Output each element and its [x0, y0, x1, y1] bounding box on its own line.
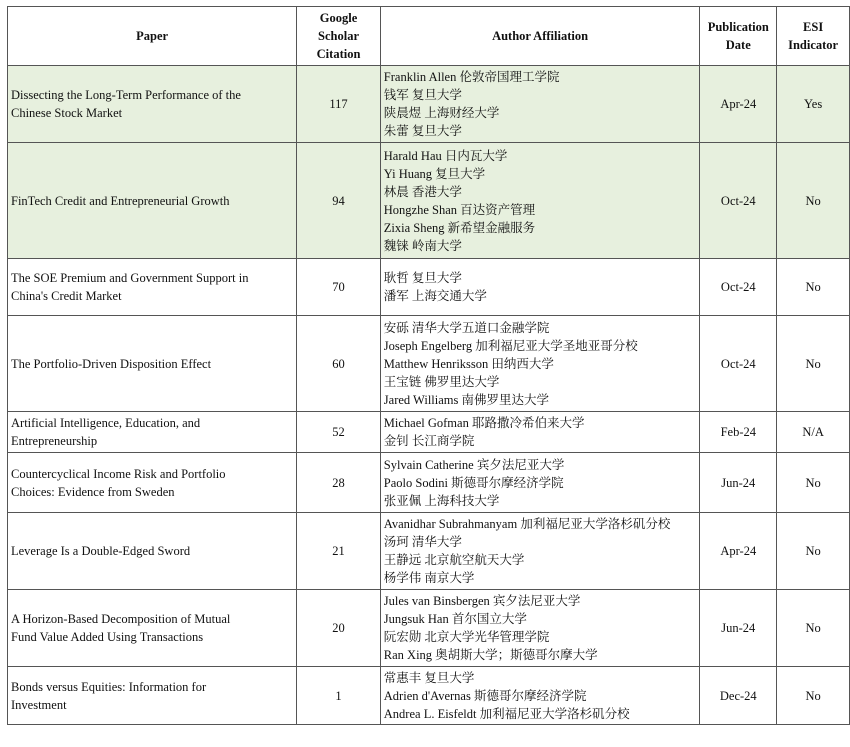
table-body — [8, 66, 850, 725]
table-row — [8, 316, 850, 412]
paper-title-line: Chinese Stock Market — [11, 106, 123, 120]
header-esi-line: Indicator — [788, 38, 839, 52]
author-affiliation-cell — [380, 143, 700, 259]
author-line: 潘军 上海交通大学 — [383, 289, 487, 303]
author-affiliation-cell — [380, 453, 700, 513]
publication-date-cell: Dec-24 — [700, 667, 777, 725]
paper-title-line: The SOE Premium and Government Support in — [11, 271, 249, 285]
header-row — [8, 7, 850, 66]
table-row — [8, 259, 850, 316]
citation-cell: 60 — [297, 316, 380, 412]
publication-date-cell: Oct-24 — [700, 259, 777, 316]
paper-title-line: Fund Value Added Using Transactions — [11, 630, 204, 644]
esi-indicator-cell: Yes — [777, 66, 850, 143]
esi-indicator-cell: No — [777, 590, 850, 667]
esi-indicator-cell: No — [777, 143, 850, 259]
publication-date-cell: Jun-24 — [700, 590, 777, 667]
paper-title-line: Dissecting the Long-Term Performance of the — [11, 88, 241, 102]
header-citation-line: Google — [319, 11, 358, 25]
header-esi — [777, 7, 850, 66]
header-date — [700, 7, 777, 66]
esi-indicator-cell: No — [777, 667, 850, 725]
citation-cell: 1 — [297, 667, 380, 725]
paper-title-cell — [8, 412, 297, 453]
papers-table-container — [7, 6, 850, 725]
author-line: Jared Williams 南佛罗里达大学 — [383, 392, 550, 407]
publication-date-cell: Apr-24 — [700, 513, 777, 590]
header-date-line: Date — [725, 38, 751, 52]
esi-indicator-cell: N/A — [777, 412, 850, 453]
paper-title-cell — [8, 667, 297, 725]
author-line: Michael Gofman 耶路撒冷希伯来大学 — [383, 416, 585, 430]
author-line: 钱军 复旦大学 — [383, 88, 462, 102]
author-line: 魏铼 岭南大学 — [383, 238, 462, 253]
author-affiliation-cell — [380, 590, 700, 667]
papers-table — [7, 6, 850, 725]
paper-title-line: Bonds versus Equities: Information for — [11, 679, 207, 694]
author-line: 阮宏勋 北京大学光华管理学院 — [383, 630, 550, 644]
citation-cell: 28 — [297, 453, 380, 513]
author-line: Sylvain Catherine 宾夕法尼亚大学 — [383, 457, 565, 472]
paper-title-line: Leverage Is a Double-Edged Sword — [11, 544, 191, 558]
author-line: 林晨 香港大学 — [383, 184, 462, 199]
publication-date-cell: Apr-24 — [700, 66, 777, 143]
paper-title-line: Investment — [11, 697, 67, 712]
author-affiliation-cell — [380, 259, 700, 316]
table-row — [8, 590, 850, 667]
paper-title-line: A Horizon-Based Decomposition of Mutual — [11, 612, 231, 626]
author-line: Avanidhar Subrahmanyam 加利福尼亚大学洛杉矶分校 — [383, 517, 671, 531]
author-line: 王宝链 佛罗里达大学 — [383, 374, 500, 389]
esi-indicator-cell: No — [777, 259, 850, 316]
table-row — [8, 453, 850, 513]
table-row — [8, 66, 850, 143]
author-line: 陕晨煜 上海财经大学 — [383, 106, 500, 120]
author-line: Franklin Allen 伦敦帝国理工学院 — [383, 70, 560, 84]
paper-title-cell — [8, 590, 297, 667]
author-line: 汤珂 清华大学 — [383, 535, 462, 549]
citation-cell: 20 — [297, 590, 380, 667]
table-row — [8, 412, 850, 453]
author-affiliation-cell — [380, 667, 700, 725]
author-line: 杨学伟 南京大学 — [383, 571, 475, 585]
esi-indicator-cell: No — [777, 453, 850, 513]
table-row — [8, 667, 850, 725]
citation-cell: 117 — [297, 66, 380, 143]
author-line: 朱蕾 复旦大学 — [383, 124, 462, 138]
table-row — [8, 513, 850, 590]
author-line: 常惠丰 复旦大学 — [383, 670, 475, 685]
author-line: Ran Xing 奥胡斯大学；斯德哥尔摩大学 — [383, 648, 598, 662]
publication-date-cell: Jun-24 — [700, 453, 777, 513]
author-line: 王静远 北京航空航天大学 — [383, 553, 525, 567]
header-paper: Paper — [8, 7, 297, 66]
publication-date-cell: Feb-24 — [700, 412, 777, 453]
paper-title-line: China's Credit Market — [11, 289, 122, 303]
author-affiliation-cell — [380, 513, 700, 590]
author-line: 金钊 长江商学院 — [383, 434, 475, 448]
author-line: 张亚佩 上海科技大学 — [383, 493, 500, 508]
paper-title-line: Countercyclical Income Risk and Portfolio — [11, 466, 226, 481]
citation-cell: 52 — [297, 412, 380, 453]
paper-title-line: Entrepreneurship — [11, 434, 98, 448]
author-line: Jules van Binsbergen 宾夕法尼亚大学 — [383, 594, 581, 608]
header-citation — [297, 7, 380, 66]
paper-title-cell — [8, 316, 297, 412]
paper-title-line: FinTech Credit and Entrepreneurial Growth — [11, 193, 230, 208]
author-line: 安砾 清华大学五道口金融学院 — [383, 320, 550, 335]
author-line: Joseph Engelberg 加利福尼亚大学圣地亚哥分校 — [383, 338, 638, 353]
paper-title-line: The Portfolio-Driven Disposition Effect — [11, 356, 212, 371]
author-affiliation-cell — [380, 412, 700, 453]
citation-cell: 94 — [297, 143, 380, 259]
paper-title-line: Artificial Intelligence, Education, and — [11, 416, 201, 430]
header-affiliation: Author Affiliation — [380, 7, 700, 66]
table-row — [8, 143, 850, 259]
paper-title-cell — [8, 513, 297, 590]
author-line: Hongzhe Shan 百达资产管理 — [383, 202, 536, 217]
citation-cell: 21 — [297, 513, 380, 590]
author-line: Zixia Sheng 新希望金融服务 — [383, 220, 536, 235]
author-line: Paolo Sodini 斯德哥尔摩经济学院 — [383, 475, 564, 490]
header-esi-line: ESI — [803, 20, 824, 34]
author-line: Andrea L. Eisfeldt 加利福尼亚大学洛杉矶分校 — [383, 706, 630, 721]
paper-title-cell — [8, 66, 297, 143]
publication-date-cell: Oct-24 — [700, 316, 777, 412]
paper-title-cell — [8, 143, 297, 259]
esi-indicator-cell: No — [777, 316, 850, 412]
paper-title-line: Choices: Evidence from Sweden — [11, 484, 175, 499]
paper-title-cell — [8, 259, 297, 316]
publication-date-cell: Oct-24 — [700, 143, 777, 259]
author-line: Adrien d'Avernas 斯德哥尔摩经济学院 — [383, 688, 587, 703]
citation-cell: 70 — [297, 259, 380, 316]
header-citation-line: Citation — [316, 47, 361, 61]
paper-title-cell — [8, 453, 297, 513]
author-line: Jungsuk Han 首尔国立大学 — [383, 612, 527, 626]
author-line: Yi Huang 复旦大学 — [383, 166, 486, 181]
author-line: Matthew Henriksson 田纳西大学 — [383, 356, 554, 371]
author-line: Harald Hau 日内瓦大学 — [383, 148, 508, 163]
author-line: 耿哲 复旦大学 — [383, 271, 462, 285]
author-affiliation-cell — [380, 66, 700, 143]
header-date-line: Publication — [707, 20, 769, 34]
header-citation-line: Scholar — [318, 29, 360, 43]
esi-indicator-cell: No — [777, 513, 850, 590]
author-affiliation-cell — [380, 316, 700, 412]
